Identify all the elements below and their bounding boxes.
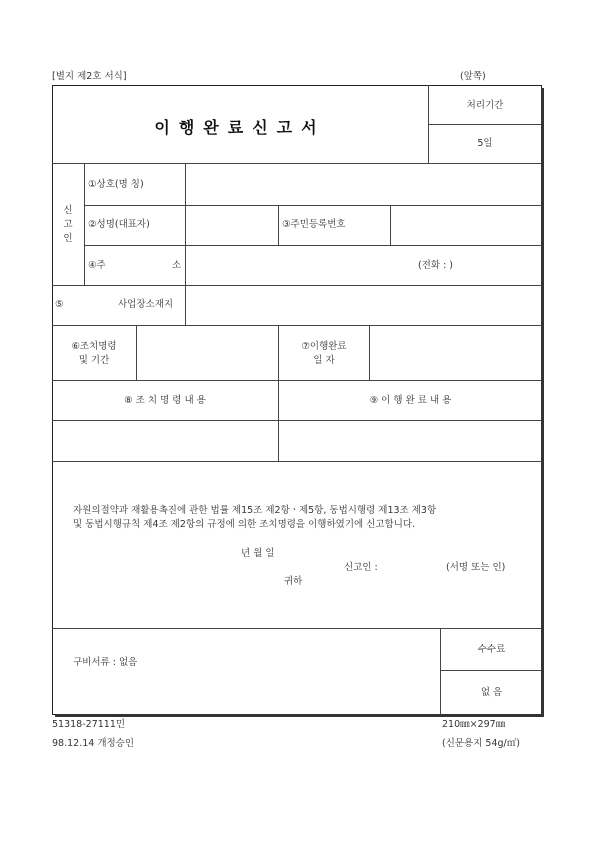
reporter-label-2: 고 [63,219,73,230]
fee-value: 없 음 [480,687,503,698]
rule-title-right [428,85,429,163]
address-field[interactable] [186,246,416,285]
completion-date-label-1: ⑦이행완료 [301,341,347,352]
rule-reporter-label-right [84,163,85,285]
form-number-label: [별지 제2호 서식] [52,71,127,82]
rule-period-bottom [52,380,542,381]
paper-type: (신문용지 54g/㎡) [442,738,520,749]
rule-period-mid [428,124,542,125]
completion-date-field[interactable] [370,326,541,380]
fee-label: 수수료 [477,644,506,655]
completion-content-label: ⑨ 이 행 완 료 내 용 [369,395,452,406]
front-side-label: (앞쪽) [460,71,486,82]
statement-line-2: 및 동법시행규칙 제4조 제2항의 규정에 의한 조치명령을 이행하였기에 신고합니다. [73,519,416,530]
date-line: 년 월 일 [241,548,275,559]
approval-date: 98.12.14 개정승인 [52,738,135,749]
workplace-label: 사업장소재지 [118,299,174,310]
recipient-label: 귀하 [284,576,303,587]
representative-name-label: ②성명(대표자) [88,219,150,230]
company-name-label: ①상호(명 칭) [88,179,144,190]
reporter-label-1: 신 [63,205,73,216]
processing-period-label: 처리기간 [466,100,504,111]
rule-content-bottom [52,461,542,462]
order-content-field[interactable] [53,421,278,461]
processing-period-value: 5일 [477,138,493,149]
statement-line-1: 자원의절약과 재활용촉진에 관한 법률 제15조 제2항ㆍ제5항, 동법시행령 제13조 제3항 [73,505,437,516]
form-title: 이행완료신고서 [154,118,326,137]
resident-number-label: ③주민등록번호 [282,219,346,230]
order-period-field[interactable] [137,326,278,380]
workplace-number: ⑤ [55,299,64,310]
reporter-label-3: 인 [63,233,73,244]
reporter-signature-label: 신고인 : [344,562,378,573]
frame-shadow-bottom [55,714,544,717]
address-label-left: ④주 [88,260,106,271]
order-period-label-1: ⑥조치명령 [71,341,117,352]
order-content-label: ⑧ 조 치 명 령 내 용 [124,395,206,406]
phone-label: (전화 : ) [418,260,454,271]
signature-or-seal-label: (서명 또는 인) [446,562,506,573]
address-label-right: 소 [172,260,182,271]
representative-name-field[interactable] [186,206,278,245]
rule-statement-bottom [52,628,542,629]
company-name-field[interactable] [186,164,541,205]
rule-name-mid [278,205,279,245]
form-code: 51318-27111민 [52,719,126,730]
workplace-field[interactable] [186,286,541,325]
resident-number-field[interactable] [391,206,541,245]
completion-content-field[interactable] [279,421,541,461]
rule-fee-left [440,628,441,715]
order-period-label-2: 및 기간 [78,355,110,366]
paper-size: 210㎜×297㎜ [442,719,506,730]
required-documents-label: 구비서류 : 없음 [73,657,138,668]
completion-date-label-2: 일 자 [313,355,335,366]
rule-fee-mid [440,670,542,671]
